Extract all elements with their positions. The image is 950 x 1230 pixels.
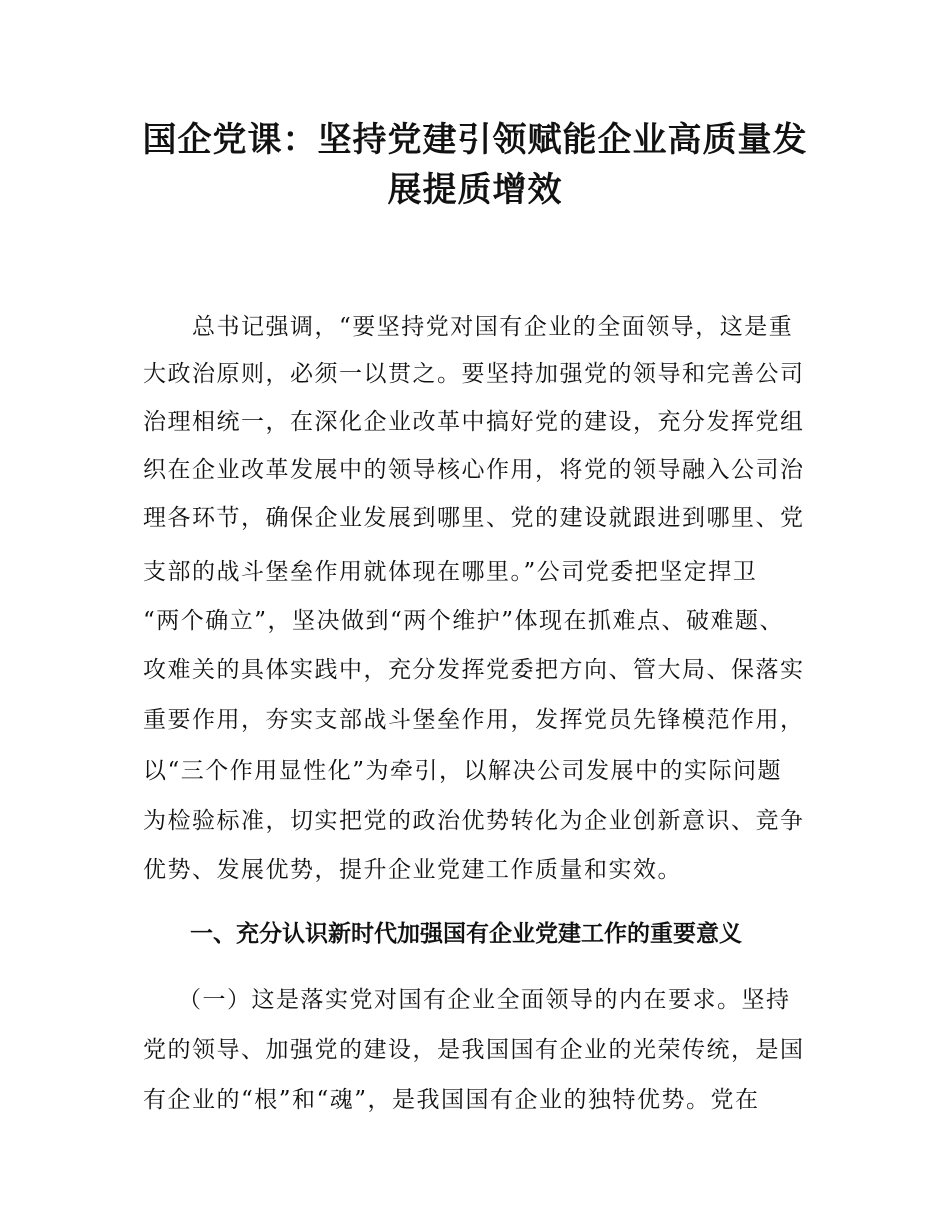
paragraph-2-line: 有企业的“根”和“魂”，是我国国有企业的独特优势。党在 bbox=[143, 1087, 760, 1113]
paragraph-1-line: 攻难关的具体实践中，充分发挥党委把方向、管大局、保落实 bbox=[143, 657, 805, 683]
paragraph-1-line: 为检验标准，切实把党的政治优势转化为企业创新意识、竞争 bbox=[143, 808, 805, 834]
paragraph-1-line: 织在企业改革发展中的领导核心作用，将党的领导融入公司治 bbox=[143, 457, 805, 483]
paragraph-1-line: 大政治原则，必须一以贯之。要坚持加强党的领导和完善公司 bbox=[143, 361, 805, 387]
paragraph-1-line: “两个确立”，坚决做到“两个维护”体现在抓难点、破难题、 bbox=[143, 608, 785, 634]
paragraph-1-line: 重要作用，夯实支部战斗堡垒作用，发挥党员先锋模范作用， bbox=[143, 707, 805, 733]
paragraph-1-line: 以“三个作用显性化”为牵引，以解决公司发展中的实际问题 bbox=[143, 758, 783, 784]
paragraph-2-line: 党的领导、加强党的建设，是我国国有企业的光荣传统，是国 bbox=[143, 1037, 805, 1063]
paragraph-2-line: （一）这是落实党对国有企业全面领导的内在要求。坚持 bbox=[178, 987, 791, 1013]
paragraph-1-line: 总书记强调，“要坚持党对国有企业的全面领导，这是重 bbox=[192, 314, 794, 340]
document-title-line-2: 展提质增效 bbox=[387, 170, 563, 210]
paragraph-1-line: 支部的战斗堡垒作用就体现在哪里。”公司党委把坚定捍卫 bbox=[143, 559, 758, 585]
document-title-line-1: 国企党课：坚持党建引领赋能企业高质量发 bbox=[142, 120, 808, 160]
paragraph-1-line: 理各环节，确保企业发展到哪里、党的建设就跟进到哪里、党 bbox=[143, 505, 805, 531]
paragraph-1-line: 优势、发展优势，提升企业党建工作质量和实效。 bbox=[143, 857, 682, 883]
paragraph-1-line: 治理相统一，在深化企业改革中搞好党的建设，充分发挥党组 bbox=[143, 409, 805, 435]
section-1-heading: 一、充分认识新时代加强国有企业党建工作的重要意义 bbox=[190, 921, 742, 947]
